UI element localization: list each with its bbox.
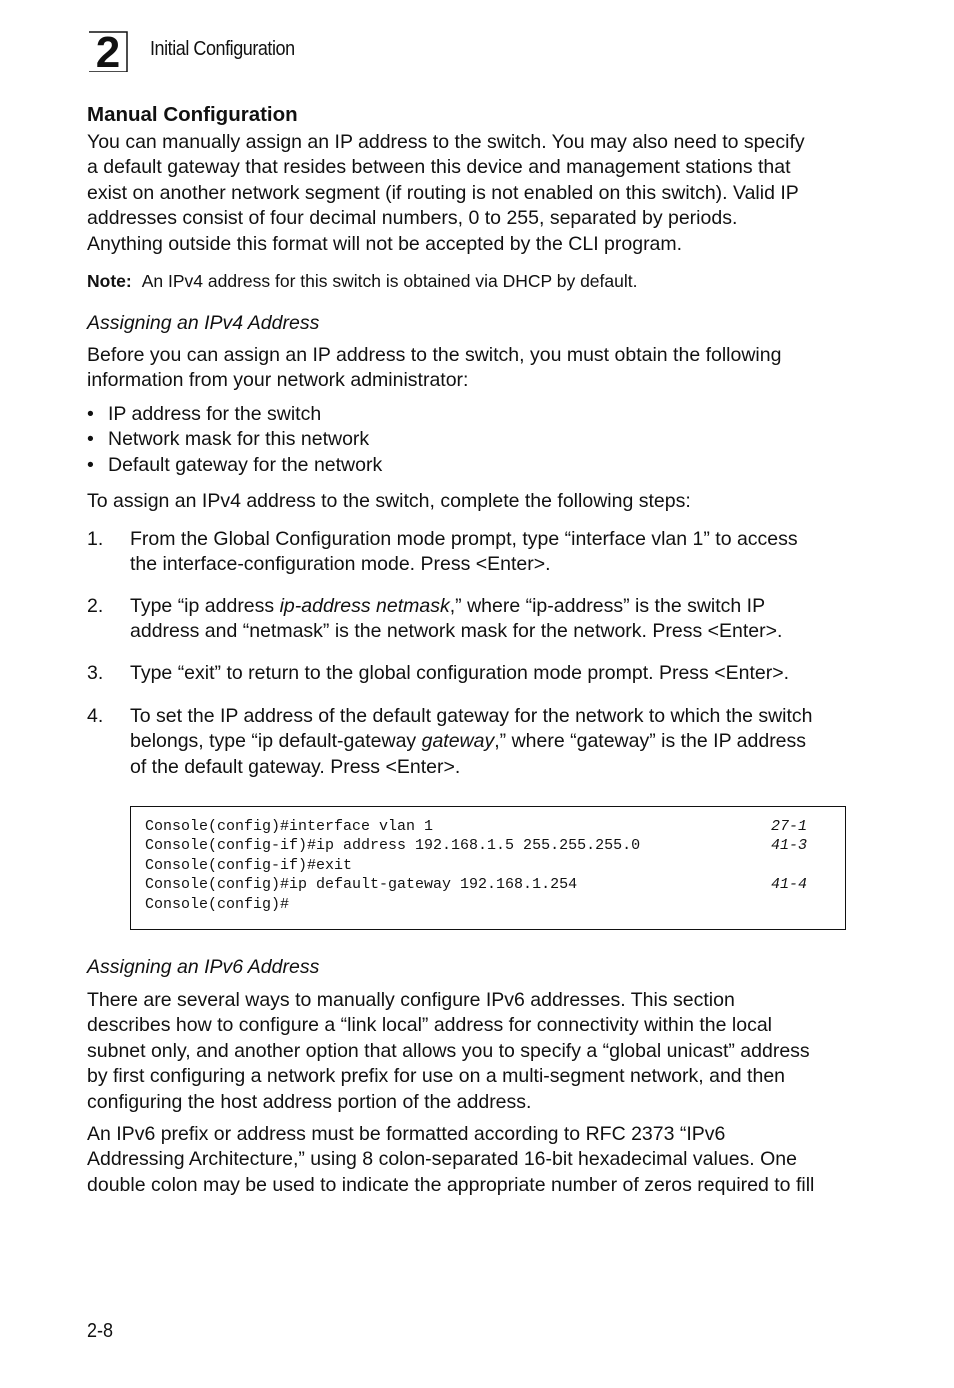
code-line: Console(config-if)#ip address 192.168.1.5 255.255.255.0 — [145, 837, 641, 855]
ipv6-paragraph-1: There are several ways to manually configure IPv6 addresses. This section describes how to configure a “link local” address for connectivity within the local subnet only, and another option that allows you to specify a “global unicast” address by first configuring a network prefix for use on a multi-segment network, and then configuring the host address portion of the address. — [87, 989, 810, 1113]
chapter-number-badge — [88, 30, 128, 72]
intro-paragraph: You can manually assign an IP address to the switch. You may also need to specify a default gateway that resides between this device and management stations that exist on another network segment (if routing is not enabled on this switch). Valid IP addresses consist of four decimal numbers, 0 to 255, separated by periods. Anything outside this format will not be accepted by the CLI program. — [87, 131, 805, 255]
page-number: 2-8 — [87, 1320, 114, 1342]
steps-intro: To assign an IPv4 address to the switch, complete the following steps: — [87, 490, 691, 512]
step-4: 4. To set the IP address of the default gateway for the network to which the switch belongs, type “ip default-gateway gateway,” where “gateway” is the IP address of the default gateway. Press <Enter>. — [87, 705, 813, 778]
list-item: • Default gateway for the network — [87, 453, 382, 478]
code-ref: 41-4 — [770, 876, 807, 894]
chapter-number: 2 — [95, 30, 121, 72]
ipv4-intro: Before you can assign an IP address to the switch, you must obtain the following information from your network administrator: — [87, 344, 782, 392]
step-1: 1. From the Global Configuration mode prompt, type “interface vlan 1” to access the interface-configuration mode. Press <Enter>. — [87, 528, 798, 576]
note — [87, 271, 637, 292]
ipv6-paragraph-2: An IPv6 prefix or address must be formatted according to RFC 2373 “IPv6 Addressing Architecture,” using 8 colon-separated 16-bit hexadecimal values. One double colon may be used to indicate the appropriate number of zeros required to fill — [87, 1123, 815, 1196]
cli-example — [130, 806, 846, 930]
code-line: Console(config)#ip default-gateway 192.168.1.254 — [145, 876, 578, 894]
ipv4-heading: Assigning an IPv4 Address — [87, 312, 320, 334]
code-line: Console(config-if)#exit — [145, 856, 353, 874]
list-item: • IP address for the switch — [87, 402, 382, 427]
code-ref: 41-3 — [770, 837, 807, 855]
note-label: Note: — [87, 271, 132, 291]
step-3: 3. Type “exit” to return to the global configuration mode prompt. Press <Enter>. — [87, 662, 790, 684]
code-line: Console(config)# — [145, 895, 290, 913]
step-2: 2. Type “ip address ip-address netmask,” where “ip-address” is the switch IP address and “netmask” is the network mask for the network. Press <Enter>. — [87, 595, 783, 643]
note-text: An IPv4 address for this switch is obtained via DHCP by default. — [141, 271, 638, 291]
chapter-title: Initial Configuration — [150, 38, 295, 60]
list-item: • Network mask for this network — [87, 427, 382, 452]
code-ref: 27-1 — [770, 818, 807, 835]
section-title: Manual Configuration — [87, 103, 298, 126]
ipv6-heading: Assigning an IPv6 Address — [87, 956, 320, 978]
requirements-list — [87, 402, 382, 478]
code-line: Console(config)#interface vlan 1 — [145, 818, 434, 835]
